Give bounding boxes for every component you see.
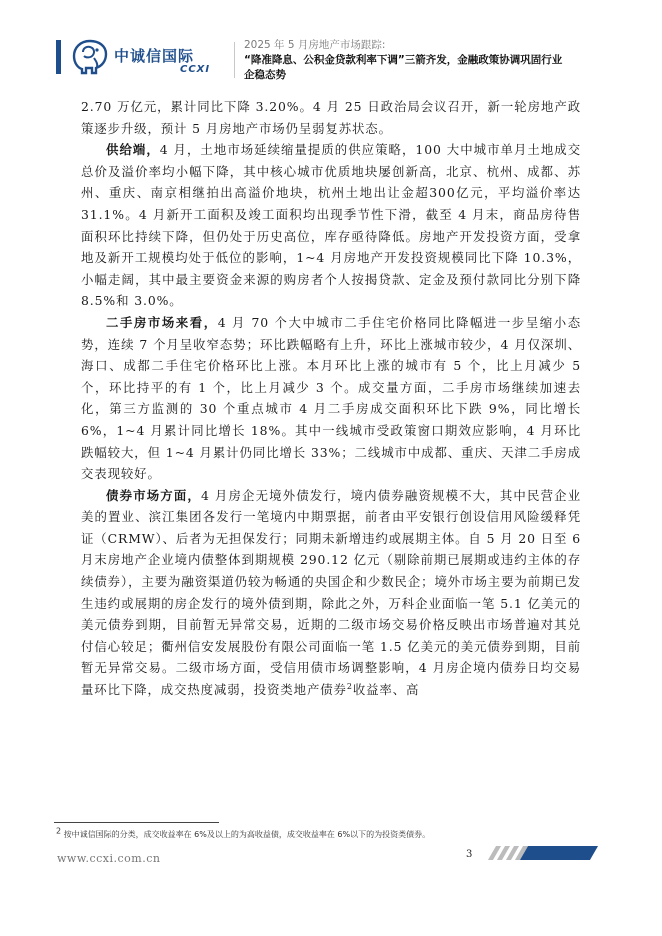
- report-title-block: [244, 38, 604, 83]
- footer-website-link[interactable]: www.ccxi.com.cn: [57, 852, 161, 865]
- footnote-rule: [54, 822, 219, 823]
- footer-color-block: [520, 846, 598, 860]
- header-accent-bar: [56, 40, 61, 74]
- report-subtitle: 2025 年 5 月房地产市场跟踪:: [244, 39, 386, 51]
- paragraph-supply-text: 4 月，土地市场延续缩量提质的供应策略，100 大中城市单月土地成交总价及溢价率均小幅下降，其中核心城市优质地块屡创新高，北京、杭州、成都、苏州、重庆、南京相继拍出高溢价地块，杭州土地出让金超300亿元，平均溢价率达 31.1%。4 月新开工面积及竣工面积均出现季节性下滑，截至 4 月末，商品房待售面积环比持续下降，但仍处于历史高位，库存亟待降低。房地产开发投资方面，受拿地及新开工规模均处于低位的影响，1~4 月房地产开发投资规模同比下降 10.3%，小幅走阔，其中最主要资金来源的购房者个人按揭贷款、定金及预付款同比分别下降 8.5%和 3.0%。: [81, 142, 581, 309]
- paragraph-bond-market: [81, 485, 581, 701]
- paragraph-secondhand: [81, 312, 581, 485]
- report-title-line-2: 企稳态势: [244, 69, 286, 81]
- page-header: [0, 0, 662, 88]
- footnote: [56, 826, 431, 840]
- footnote-reference[interactable]: 2: [346, 681, 353, 691]
- paragraph-supply: [81, 139, 581, 312]
- report-title-line-1: “降准降息、公积金贷款利率下调”三箭齐发，金融政策协调巩固行业: [244, 54, 563, 66]
- paragraph-secondhand-text: 4 月 70 个大中城市二手住宅价格同比降幅进一步呈缩小态势，连续 7 个月呈收窄态势；环比跌幅略有上升，环比上涨城市较少，4 月仅深圳、海口、成都二手住宅价格环比上涨。本月环比上涨的城市有 5 个，比上月减少 5 个，环比持平的有 1 个，比上月减少 3 个。成交量方面，二手房市场继续加速去化，第三方监测的 30 个重点城市 4 月二手房成交面积环比下跌 9%，同比增长 6%，1~4 月累计同比增长 18%。其中一线城市受政策窗口期效应影响，4 月环比跌幅较大，但 1~4 月累计仍同比增长 33%；二线城市中成都、重庆、天津二手房成交表现较好。: [81, 314, 581, 482]
- section-lead-secondhand: 二手房市场来看，: [106, 314, 218, 330]
- header-divider: [234, 42, 235, 78]
- page-number: 3: [466, 849, 473, 860]
- section-lead-bond: 债券市场方面，: [106, 487, 201, 503]
- paragraph-bond-text: 4 月房企无境外债发行，境内债券融资规模不大，其中民营企业美的置业、滨江集团各发行一笔境内中期票据，前者由平安银行创设信用风险缓释凭证（CRMW）、后者为无担保发行；同期未新增违约或展期主体。自 5 月 20 日至 6 月末房地产企业境内债整体到期规模 290.12 亿元（剔除前期已展期或违约主体的存续债券），主要为融资渠道仍较为畅通的央国企和少数民企；境外市场主要为前期已发生违约或展期的房企发行的境外债到期，除此之外，万科企业面临一笔 5.1 亿美元的美元债券到期，目前暂无异常交易，近期的二级市场交易价格反映出市场普遍对其兑付信心较足；衢州信安发展股份有限公司面临一笔 1.5 亿美元的美元债券到期，目前暂无异常交易。二级市场方面，受信用债市场调整影响，4 月房企境内债券日均交易量环比下降，成交热度减弱，投资类地产债券: [81, 487, 581, 698]
- elephant-logo-icon: [70, 38, 110, 76]
- footnote-text: 按中诚信国际的分类，成交收益率在 6%及以上的为高收益债，成交收益率在 6%以下的为投资类债券。: [63, 830, 431, 839]
- ccxi-logo: [70, 38, 230, 78]
- paragraph-bond-tail: 收益率、高: [352, 682, 420, 698]
- paragraph-sales-summary: 2.70 万亿元，累计同比下降 3.20%。4 月 25 日政治局会议召开，新一轮房地产政策逐步升级，预计 5 月房地产市场仍呈弱复苏状态。: [81, 99, 581, 136]
- logo-chinese-name: 中诚信国际: [114, 47, 195, 65]
- document-body: [81, 96, 581, 701]
- section-lead-supply: 供给端，: [106, 142, 160, 158]
- logo-english-name: CCXI: [180, 64, 211, 75]
- footnote-marker: 2: [56, 826, 62, 836]
